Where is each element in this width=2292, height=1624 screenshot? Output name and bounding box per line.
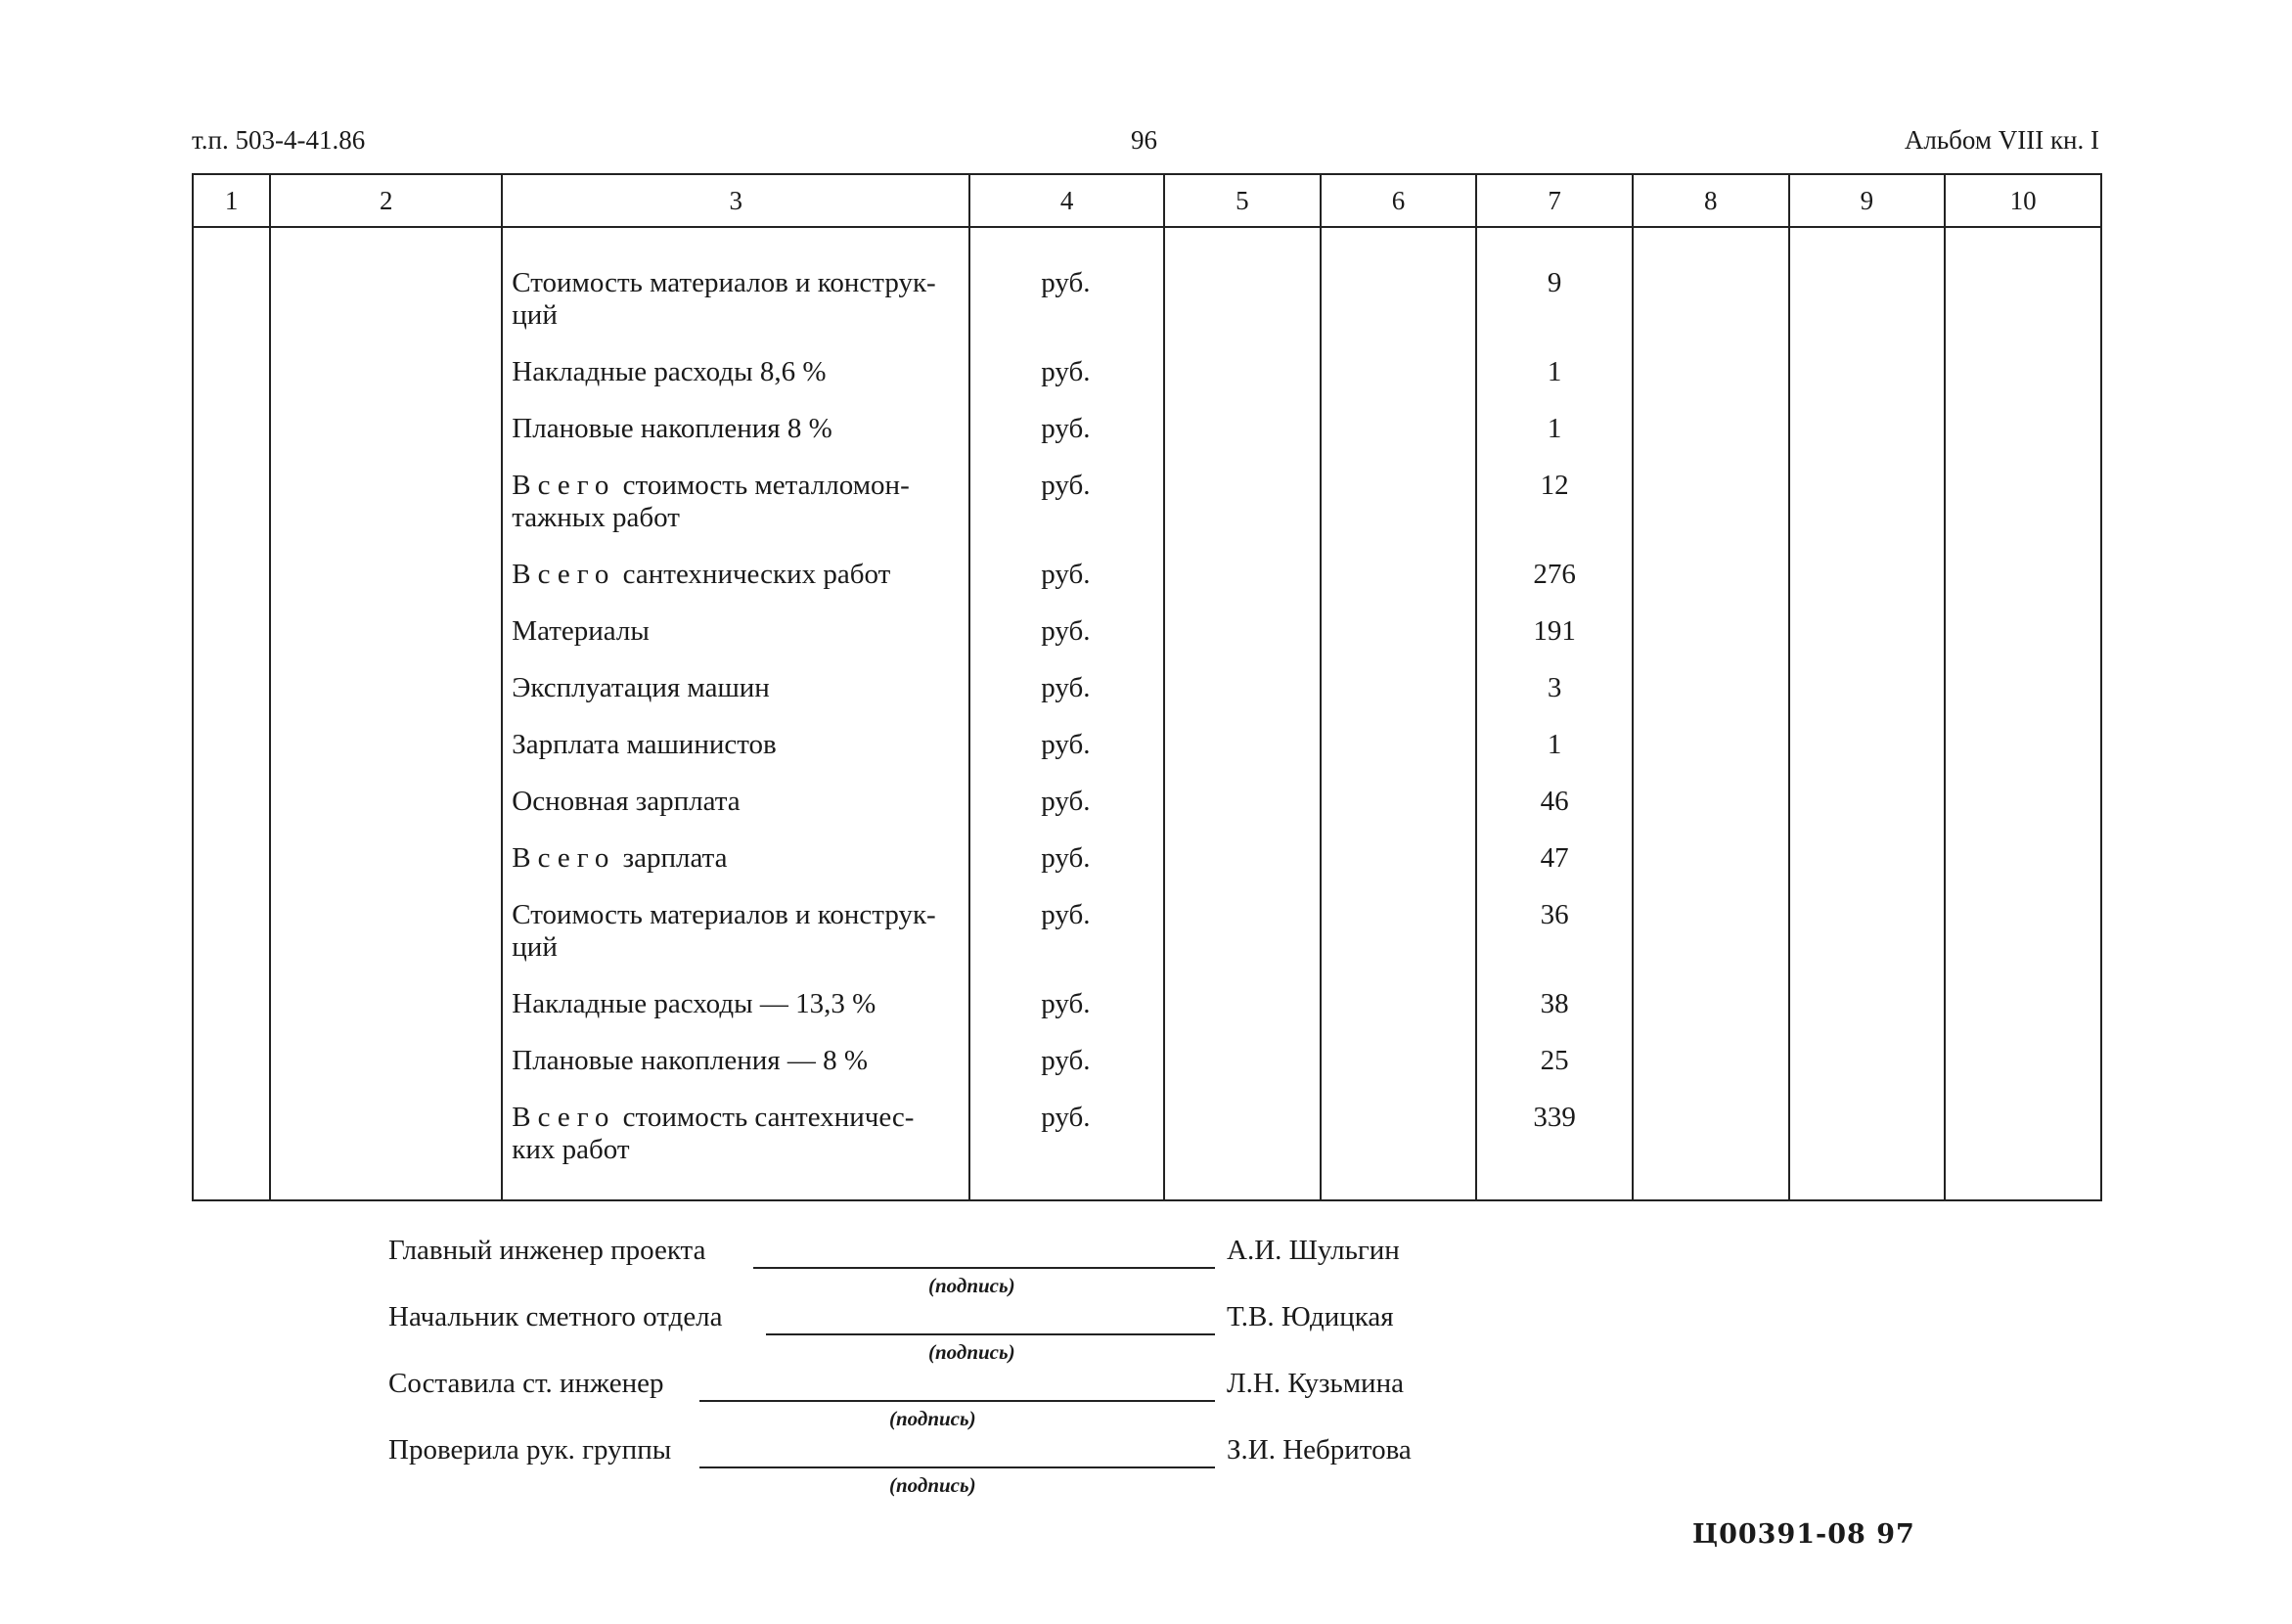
signer-role: Составила ст. инженер: [388, 1368, 664, 1399]
description-text: тажных работ: [512, 502, 680, 533]
table-row-value: 339: [1533, 1102, 1576, 1133]
signature-caption: (подпись): [889, 1407, 976, 1430]
description-text: Зарплата машинистов: [512, 729, 777, 760]
table-row-description: [503, 615, 968, 648]
table-row-value: 9: [1547, 267, 1562, 298]
signature-row: [388, 1434, 1464, 1501]
column-header-row: [193, 174, 2101, 227]
table-row-description: [503, 672, 968, 704]
table-row-unit: руб.: [1041, 615, 1091, 647]
table-row-description: [503, 786, 968, 818]
album-label: Альбом VIII кн. I: [1904, 125, 2099, 155]
signer-name: З.И. Небритова: [1227, 1434, 1412, 1466]
table-row-description: [503, 1045, 968, 1077]
description-text: Плановые накопления 8 %: [512, 413, 832, 444]
table-row-description: [503, 988, 968, 1020]
table-row-unit: руб.: [1041, 842, 1091, 874]
signer-name: Т.В. Юдицкая: [1227, 1301, 1394, 1332]
description-text: Накладные расходы — 13,3 %: [512, 988, 876, 1019]
col-2-cell: [270, 227, 502, 1200]
signature-caption: (подпись): [928, 1340, 1015, 1364]
estimate-table: [192, 173, 2102, 1201]
description-text: ких работ: [512, 1134, 630, 1165]
column-header: 4: [969, 174, 1164, 227]
spaced-total-word: Всего: [512, 1102, 616, 1133]
column-header: 7: [1476, 174, 1633, 227]
table-row-value: 47: [1540, 842, 1569, 874]
table-row-unit: руб.: [1041, 899, 1091, 930]
table-row-value: 3: [1547, 672, 1562, 703]
page-header: [192, 125, 2099, 160]
table-row-description: [503, 559, 968, 591]
unit-column: [969, 227, 1164, 1200]
table-row-description: [503, 356, 968, 388]
description-text: Плановые накопления — 8 %: [512, 1045, 869, 1076]
document-code: Ц00391-08 97: [1692, 1519, 1915, 1550]
column-header: 1: [193, 174, 270, 227]
col-8-cell: [1633, 227, 1789, 1200]
table-row-value: 1: [1547, 356, 1562, 387]
column-header: 2: [270, 174, 502, 227]
signature-row: [388, 1368, 1464, 1434]
description-list: [503, 228, 968, 1166]
column-header: 3: [502, 174, 969, 227]
unit-list: [970, 228, 1163, 1166]
col-10-cell: [1945, 227, 2101, 1200]
table-body-row: [193, 227, 2101, 1200]
description-text: сантехнических работ: [622, 559, 891, 590]
table-row-unit: руб.: [1041, 356, 1091, 387]
project-code: т.п. 503-4-41.86: [192, 125, 366, 155]
col-1-cell: [193, 227, 270, 1200]
table-row-value: 12: [1540, 470, 1569, 501]
table-row-unit: руб.: [1041, 729, 1091, 760]
table-row-description: [503, 470, 968, 534]
description-text: Накладные расходы 8,6 %: [512, 356, 827, 387]
column-header: 9: [1789, 174, 1946, 227]
signature-row: [388, 1235, 1464, 1301]
table-row-value: 191: [1533, 615, 1576, 647]
spaced-total-word: Всего: [512, 842, 616, 874]
table-row-description: [503, 899, 968, 964]
value-column: [1476, 227, 1633, 1200]
table-row-value: 1: [1547, 413, 1562, 444]
col-5-cell: [1164, 227, 1321, 1200]
table-row-value: 25: [1540, 1045, 1569, 1076]
description-text: зарплата: [622, 842, 728, 874]
table-row-description: [503, 413, 968, 445]
page-number: 96: [1131, 125, 1157, 155]
spaced-total-word: Всего: [512, 559, 616, 590]
table-row-value: 38: [1540, 988, 1569, 1019]
signature-line: [699, 1400, 1215, 1402]
column-header: 6: [1321, 174, 1477, 227]
description-text: стоимость сантехничес-: [622, 1102, 915, 1133]
column-header: 8: [1633, 174, 1789, 227]
signature-row: [388, 1301, 1464, 1368]
column-header: 10: [1945, 174, 2101, 227]
description-text: Материалы: [512, 615, 650, 647]
table-row-unit: руб.: [1041, 672, 1091, 703]
col-6-cell: [1321, 227, 1477, 1200]
table-row-value: 36: [1540, 899, 1569, 930]
signer-name: А.И. Шульгин: [1227, 1235, 1400, 1266]
table-row-value: 46: [1540, 786, 1569, 817]
table-row-unit: руб.: [1041, 988, 1091, 1019]
table-row-unit: руб.: [1041, 1102, 1091, 1133]
table-row-unit: руб.: [1041, 1045, 1091, 1076]
description-text: стоимость металломон-: [622, 470, 910, 501]
signature-caption: (подпись): [889, 1473, 976, 1497]
table-row-unit: руб.: [1041, 267, 1091, 298]
table-row-unit: руб.: [1041, 413, 1091, 444]
signer-name: Л.Н. Кузьмина: [1227, 1368, 1404, 1399]
description-text: Стоимость материалов и конструк-: [512, 267, 936, 298]
table-row-description: [503, 267, 968, 332]
signature-line: [766, 1333, 1215, 1335]
description-column: [502, 227, 969, 1200]
description-text: Основная зарплата: [512, 786, 741, 817]
signature-block: [388, 1235, 1464, 1501]
col-9-cell: [1789, 227, 1946, 1200]
spaced-total-word: Всего: [512, 470, 616, 501]
table-row-value: 1: [1547, 729, 1562, 760]
signature-line: [699, 1466, 1215, 1468]
description-text: ций: [512, 299, 558, 331]
column-header: 5: [1164, 174, 1321, 227]
description-text: Эксплуатация машин: [512, 672, 770, 703]
signer-role: Главный инженер проекта: [388, 1235, 706, 1266]
table-row-description: [503, 729, 968, 761]
table-row-unit: руб.: [1041, 786, 1091, 817]
table-row-description: [503, 842, 968, 875]
signature-line: [753, 1267, 1215, 1269]
signer-role: Проверила рук. группы: [388, 1434, 672, 1466]
table-row-unit: руб.: [1041, 470, 1091, 501]
table-row-description: [503, 1102, 968, 1166]
description-text: Стоимость материалов и конструк-: [512, 899, 936, 930]
table-row-unit: руб.: [1041, 559, 1091, 590]
table-row-value: 276: [1533, 559, 1576, 590]
value-list: [1477, 228, 1632, 1166]
signer-role: Начальник сметного отдела: [388, 1301, 723, 1332]
description-text: ций: [512, 931, 558, 963]
signature-caption: (подпись): [928, 1274, 1015, 1297]
